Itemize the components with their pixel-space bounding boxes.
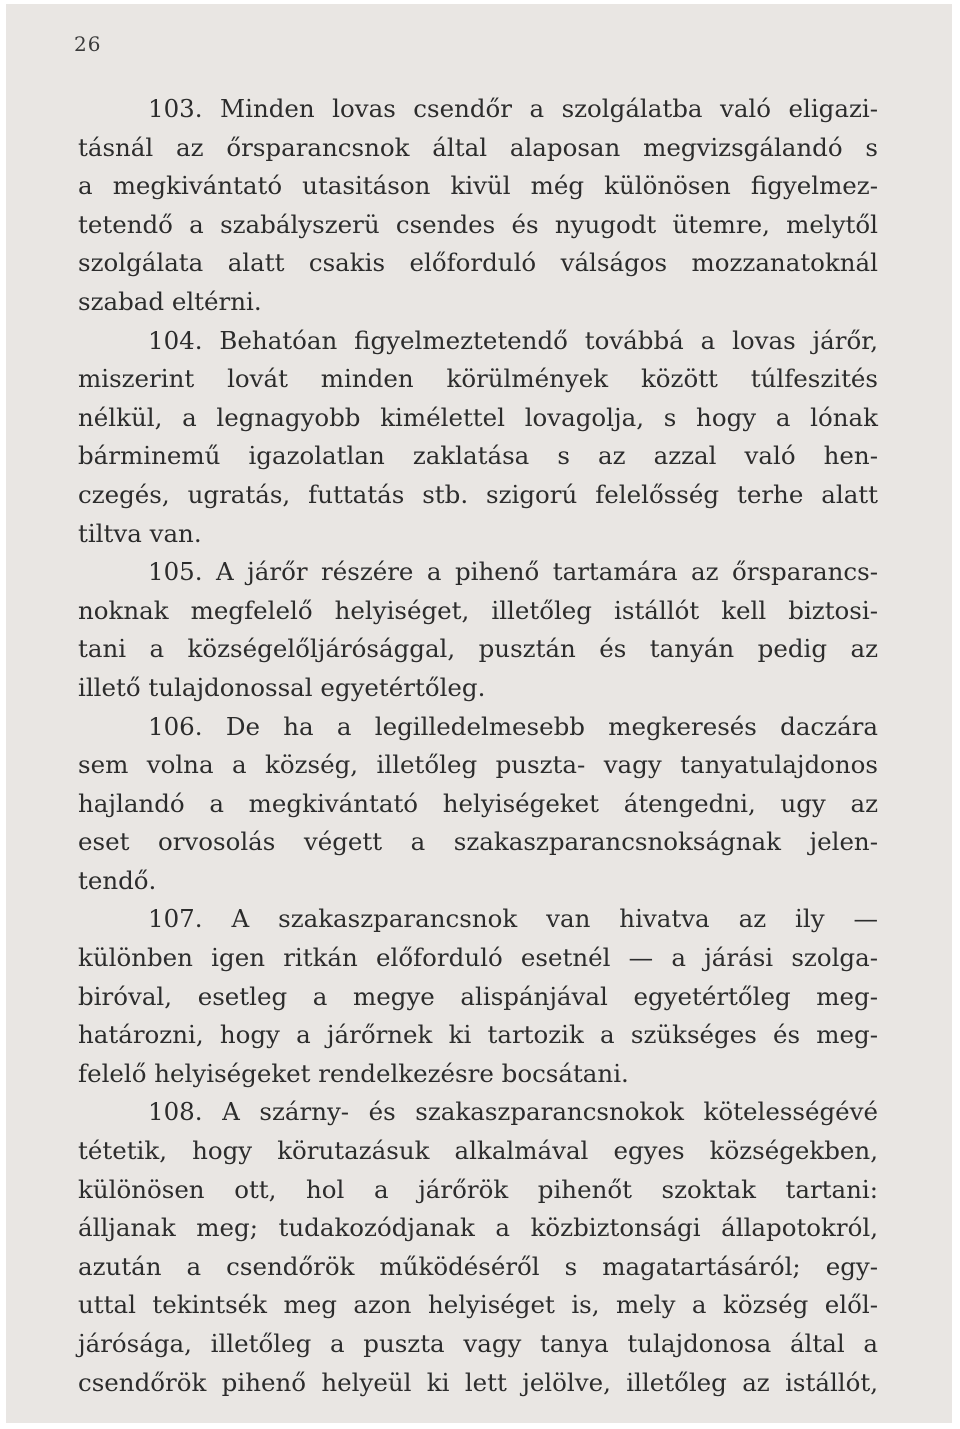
text-line: hajlandó a megkivántató helyiségeket átengedni, ugy az	[78, 788, 878, 818]
text-line: eset orvosolás végett a szakaszparancsnokságnak jelen-	[78, 827, 878, 857]
text-line: tásnál az őrsparancsnok által alaposan megvizsgálandó s	[78, 132, 878, 162]
text-line: noknak megfelelő helyiséget, illetőleg istállót kell biztosi-	[78, 595, 878, 625]
text-line: csendőrök pihenő helyeül ki lett jelölve, illetőleg az istállót,	[78, 1367, 878, 1397]
text-line: tétetik, hogy körutazásuk alkalmával egyes községekben,	[78, 1136, 878, 1166]
text-line: 103. Minden lovas csendőr a szolgálatba való eligazi-	[148, 94, 878, 123]
text-line: tetendő a szabályszerü csendes és nyugodt ütemre, melytől	[78, 209, 878, 239]
text-line: tendő.	[78, 865, 157, 895]
text-line: felelő helyiségeket rendelkezésre bocsátani.	[78, 1058, 629, 1088]
text-line: bárminemű igazolatlan zaklatása s az azzal való hen-	[78, 441, 878, 471]
text-line: tiltva van.	[78, 518, 202, 548]
text-line: határozni, hogy a járőrnek ki tartozik a szükséges és meg-	[78, 1020, 878, 1050]
text-line: biróval, esetleg a megye alispánjával egyetértőleg meg-	[78, 981, 878, 1011]
text-line: nélkül, a legnagyobb kimélettel lovagolja, s hogy a lónak	[78, 402, 878, 432]
text-line: 108. A szárny- és szakaszparancsnokok kötelességévé	[148, 1097, 878, 1127]
body-text	[78, 90, 878, 1402]
text-line: czegés, ugratás, futtatás stb. szigorú felelősség terhe alatt	[78, 479, 878, 509]
text-line: 104. Behatóan figyelmeztetendő továbbá a lovas járőr,	[148, 325, 878, 355]
text-line: szabad eltérni.	[78, 286, 262, 316]
text-line: 107. A szakaszparancsnok van hivatva az ily —	[148, 904, 878, 934]
text-line: tani a községelőljárósággal, pusztán és tanyán pedig az	[78, 634, 878, 664]
page-number: 26	[74, 32, 102, 56]
book-page	[6, 4, 952, 1423]
text-line: 106. De ha a legilledelmesebb megkeresés daczára	[148, 711, 878, 741]
text-line: a megkivántató utasitáson kivül még különösen figyelmez-	[78, 171, 878, 201]
text-line: illető tulajdonossal egyetértőleg.	[78, 672, 486, 702]
text-line: sem volna a község, illetőleg puszta- vagy tanyatulajdonos	[78, 750, 878, 780]
text-line: szolgálata alatt csakis előforduló válságos mozzanatoknál	[78, 248, 878, 278]
text-line: különben igen ritkán előforduló esetnél — a járási szolga-	[78, 943, 878, 973]
text-line: uttal tekintsék meg azon helyiséget is, mely a község elől-	[78, 1290, 878, 1320]
text-line: járósága, illetőleg a puszta vagy tanya tulajdonosa által a	[78, 1329, 878, 1358]
text-line: álljanak meg; tudakozódjanak a közbiztonsági állapotokról,	[78, 1213, 878, 1243]
text-line: azután a csendőrök működéséről s magatartásáról; egy-	[78, 1251, 878, 1281]
text-line: miszerint lovát minden körülmények között túlfeszités	[78, 364, 878, 394]
text-line: 105. A járőr részére a pihenő tartamára az őrsparancs-	[148, 557, 878, 587]
text-line: különösen ott, hol a járőrök pihenőt szoktak tartani:	[78, 1174, 878, 1204]
